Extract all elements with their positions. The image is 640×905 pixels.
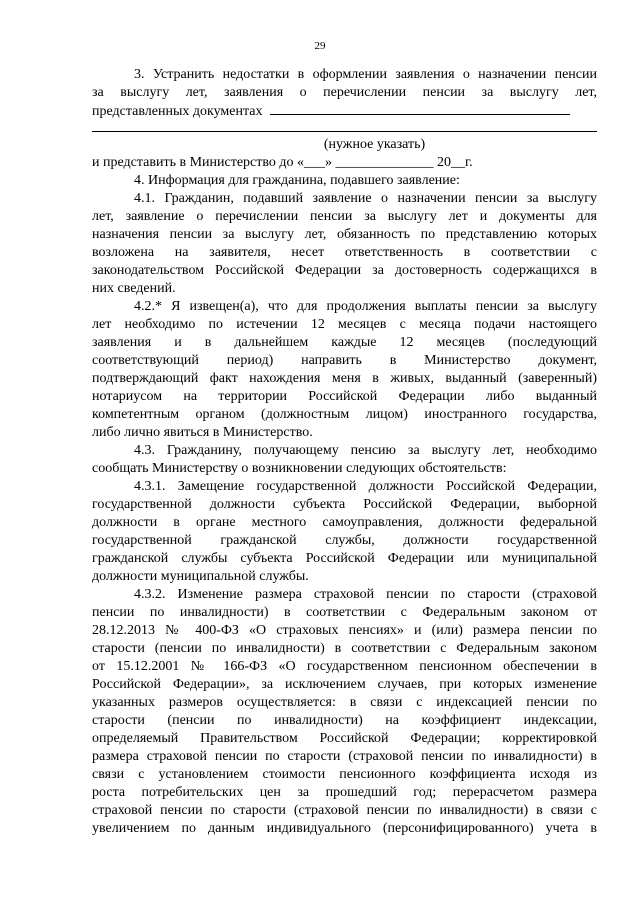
page-number: 29	[314, 40, 326, 52]
text-line: от 15.12.2001 № 166-ФЗ «О государственном пенсионном обеспечении в	[92, 659, 597, 674]
text-line: подтверждающий факт нахождения меня в живых, выданный (заверенный)	[92, 371, 597, 386]
text-line: сообщать Министерству о возникновении следующих обстоятельств:	[92, 461, 507, 476]
text-line: государственной должности субъекта Российской Федерации, выборной	[92, 497, 597, 512]
text-line: назначения пенсии за выслугу лет, обязанность по представлению которых	[92, 227, 597, 242]
text-line: лет, заявление о перечислении пенсии за выслугу лет и документы для	[92, 209, 597, 224]
text-line: 4.3.2. Изменение размера страховой пенсии по старости (страховой	[134, 587, 597, 602]
text-line: 3. Устранить недостатки в оформлении заявления о назначении пенсии	[134, 67, 597, 82]
text-line: определяемый Правительством Российской Федерации; корректировкой	[92, 731, 597, 746]
text-line: указанных размеров осуществляется: в связи с индексацией пенсии по	[92, 695, 597, 710]
hint-caption: (нужное указать)	[323, 137, 426, 152]
text-line: должности в органе местного самоуправления, должности федеральной	[92, 515, 597, 530]
text-line: соответствующий период) направить в Министерство документ,	[92, 353, 597, 368]
text-line: 4.3.1. Замещение государственной должности Российской Федерации,	[134, 479, 597, 494]
text-line: нотариусом на территории Российской Федерации либо выданный	[92, 389, 597, 404]
section-heading: 4. Информация для гражданина, подавшего заявление:	[134, 173, 460, 188]
text-line: 4.2.* Я извещен(а), что для продолжения выплаты пенсии за выслугу	[134, 299, 597, 314]
text-line: 4.3. Гражданину, получающему пенсию за выслугу лет, необходимо	[134, 443, 597, 458]
text-line: них сведений.	[92, 281, 176, 296]
text-line: старости (пенсии по инвалидности) на коэффициент индексации,	[92, 713, 597, 728]
text-line: представленных документах	[92, 104, 263, 119]
text-line: либо лично явиться в Министерство.	[92, 425, 313, 440]
text-line: старости (пенсии по инвалидности) в соответствии с Федеральным законом	[92, 641, 597, 656]
fill-in-blank[interactable]	[270, 102, 570, 115]
text-line: гражданской службы субъекта Российской Федерации или муниципальной	[92, 551, 597, 566]
text-line: связи с установлением стоимости пенсионного коэффициента исходя из	[92, 767, 597, 782]
text-line: 4.1. Гражданин, подавший заявление о назначении пенсии за выслугу	[134, 191, 597, 206]
text-line: пенсии по инвалидности) в соответствии с Федеральным законом от	[92, 605, 597, 620]
text-line-with-blank	[92, 102, 597, 120]
text-line: увеличением по данным индивидуального (персонифицированного) учета в	[92, 821, 597, 836]
text-line: размера страховой пенсии по старости (страховой пенсии по инвалидности) в	[92, 749, 597, 764]
fill-in-line[interactable]	[92, 120, 597, 132]
text-line: страховой пенсии по старости (страховой пенсии по инвалидности) в связи с	[92, 803, 597, 818]
text-line: возложена на заявителя, несет ответственность в соответствии с	[92, 245, 597, 260]
text-line: лет необходимо по истечении 12 месяцев с месяца подачи настоящего	[92, 317, 597, 332]
text-line: 28.12.2013 № 400-ФЗ «О страховых пенсиях» и (или) размера пенсии по	[92, 623, 597, 638]
text-line: за выслугу лет, заявления о перечислении пенсии за выслугу лет,	[92, 85, 597, 100]
text-line: законодательством Российской Федерации за достоверность содержащихся в	[92, 263, 597, 278]
text-line: должности муниципальной службы.	[92, 569, 309, 584]
text-line: заявления и в дальнейшем каждые 12 месяцев (последующий	[92, 335, 597, 350]
text-line: компетентным органом (должностным лицом) иностранного государства,	[92, 407, 597, 422]
text-line: и представить в Министерство до «___» ______________ 20__г.	[92, 155, 473, 170]
text-line: Российской Федерации», за исключением случаев, при которых изменение	[92, 677, 597, 692]
text-line: государственной гражданской службы, должности государственной	[92, 533, 597, 548]
document-body	[92, 66, 597, 838]
text-line: роста потребительских цен за прошедший год; перерасчетом размера	[92, 785, 597, 800]
